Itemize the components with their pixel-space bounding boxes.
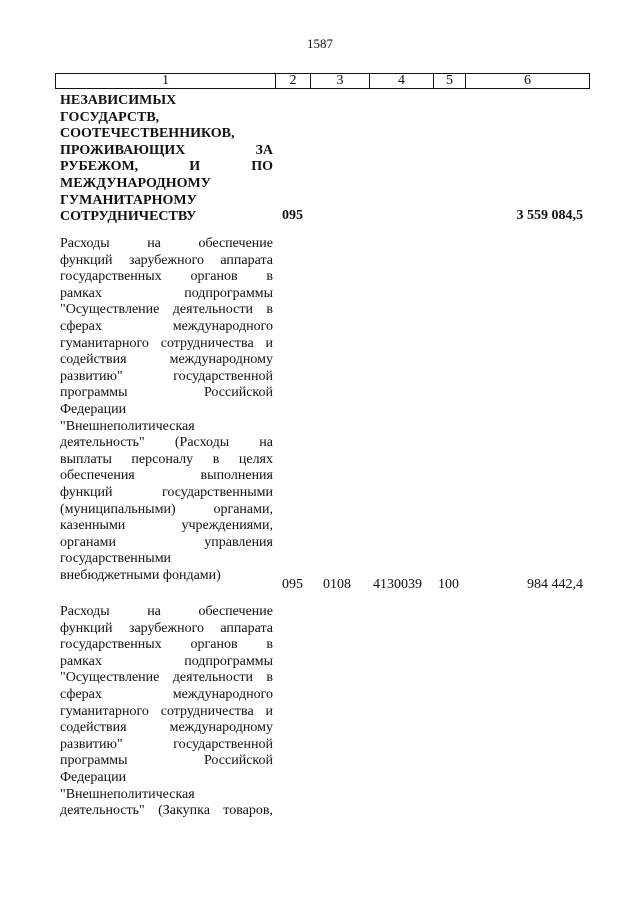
row-2-line: рамках подпрограммы <box>60 285 273 301</box>
row-1-line: ГОСУДАРСТВ, <box>60 109 160 125</box>
row-2-expense-type-code: 100 <box>438 577 459 592</box>
row-3-description <box>60 604 273 820</box>
row-2-line: Расходы на обеспечение <box>60 236 273 251</box>
row-1-line: НЕЗАВИСИМЫХ <box>60 93 177 108</box>
row-2-line: государственных органов в <box>60 269 273 285</box>
row-1-line: СОТРУДНИЧЕСТВУ <box>60 209 197 225</box>
row-3-line: развитию" государственной <box>60 736 273 752</box>
row-1-line: ПРОЖИВАЮЩИХ ЗА <box>60 142 273 158</box>
column-header-6: 6 <box>466 74 590 89</box>
row-3-line: функций зарубежного аппарата <box>60 620 273 636</box>
row-3-line: Расходы на обеспечение <box>60 604 273 619</box>
row-1-description <box>60 93 273 226</box>
row-3-line: сферах международного <box>60 686 273 702</box>
row-2-target-code: 4130039 <box>373 577 422 592</box>
row-1-line: ГУМАНИТАРНОМУ <box>60 192 197 208</box>
row-2-line: деятельность" (Расходы на <box>60 435 273 451</box>
row-3-line: содействия международному <box>60 720 273 736</box>
row-2-line: "Осуществление деятельности в <box>60 302 273 318</box>
row-2-line: программы Российской <box>60 385 273 401</box>
row-2-description <box>60 236 273 584</box>
column-header-2: 2 <box>276 74 311 89</box>
column-header-4: 4 <box>370 74 434 89</box>
column-header-row <box>56 74 590 89</box>
row-2-line: содействия международному <box>60 352 273 368</box>
row-2-line: гуманитарного сотрудничества и <box>60 335 273 351</box>
row-2-line: казенными учреждениями, <box>60 518 273 534</box>
row-2-line: функций государственными <box>60 484 273 500</box>
row-2-line: органами управления <box>60 534 273 550</box>
column-header-table <box>55 73 590 89</box>
row-2-line: сферах международного <box>60 318 273 334</box>
row-1-ministry-code: 095 <box>282 208 303 223</box>
row-3-line: Федерации <box>60 769 127 785</box>
column-header-5: 5 <box>434 74 466 89</box>
column-header-3: 3 <box>311 74 370 89</box>
row-2-line: обеспечения выполнения <box>60 468 273 484</box>
row-3-line: государственных органов в <box>60 637 273 653</box>
row-3-line: рамках подпрограммы <box>60 653 273 669</box>
row-1-line: МЕЖДУНАРОДНОМУ <box>60 175 212 191</box>
row-2-section-code: 0108 <box>323 577 351 592</box>
row-2-amount: 984 442,4 <box>527 577 583 592</box>
row-3-line: гуманитарного сотрудничества и <box>60 703 273 719</box>
row-2-line: Федерации <box>60 401 127 417</box>
row-2-line: выплаты персоналу в целях <box>60 451 273 467</box>
row-2-line: внебюджетными фондами) <box>60 567 221 583</box>
row-2-line: "Внешнеполитическая <box>60 418 195 434</box>
column-header-1: 1 <box>56 74 276 89</box>
row-2-line: государственными <box>60 551 172 567</box>
row-2-line: функций зарубежного аппарата <box>60 252 273 268</box>
row-3-line: "Осуществление деятельности в <box>60 670 273 686</box>
row-2-ministry-code: 095 <box>282 577 303 592</box>
row-3-line: "Внешнеполитическая <box>60 786 195 802</box>
row-2-line: развитию" государственной <box>60 368 273 384</box>
row-1-line: РУБЕЖОМ, И ПО <box>60 159 273 175</box>
row-3-line: программы Российской <box>60 753 273 769</box>
row-3-line: деятельность" (Закупка товаров, <box>60 803 273 819</box>
page-number: 1587 <box>307 36 333 51</box>
row-2-line: (муниципальными) органами, <box>60 501 273 517</box>
row-1-amount: 3 559 084,5 <box>516 208 583 223</box>
row-1-line: СООТЕЧЕСТВЕННИКОВ, <box>60 126 235 142</box>
